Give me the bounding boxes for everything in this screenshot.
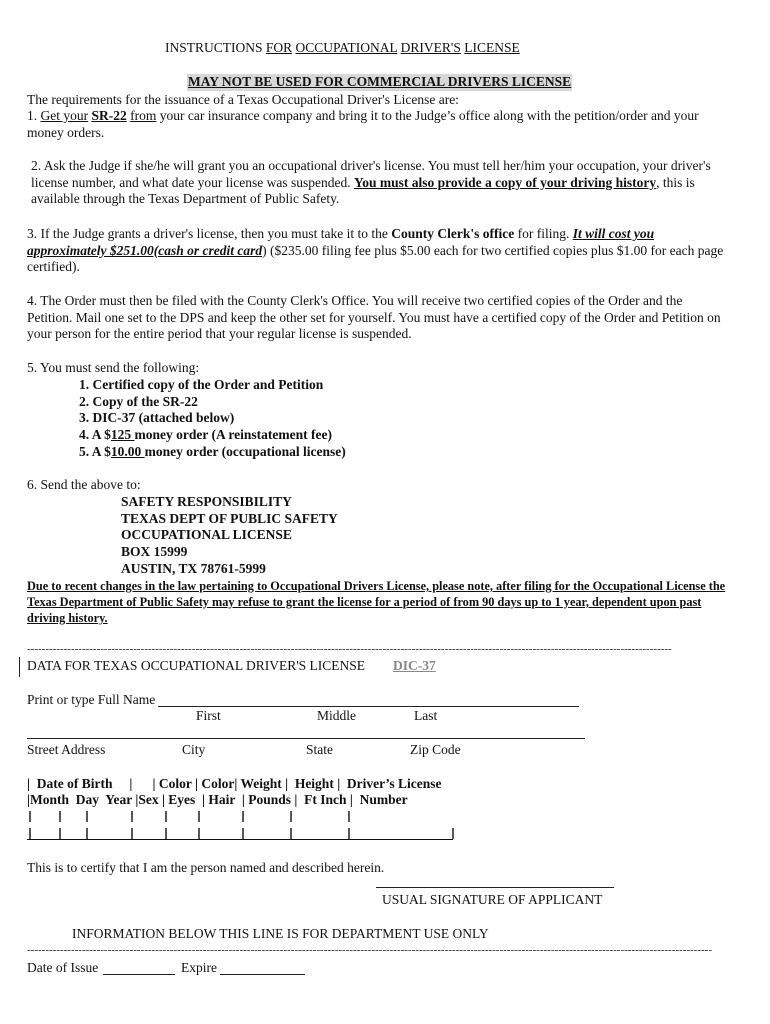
title-word: OCCUPATIONAL	[295, 40, 398, 55]
item-5-text: money order (occupational license)	[144, 444, 346, 459]
title-word: INSTRUCTIONS	[165, 40, 263, 55]
table-header-row-2: |Month Day Year |Sex | Eyes | Hair | Pounds | Ft Inch | Number	[27, 792, 408, 807]
date-of-issue-field[interactable]	[103, 960, 175, 975]
certify-text: This is to certify that I am the person named and described herein.	[27, 860, 385, 875]
item-5-prefix: 5. A $	[79, 444, 111, 459]
step-1	[27, 108, 727, 141]
form-code: DIC-37	[393, 658, 436, 673]
driving-history-emphasis: You must also provide a copy of your driving history	[354, 174, 657, 190]
address-line: AUSTIN, TX 78761-5999	[121, 561, 266, 576]
for-filing-text: for filing.	[514, 226, 573, 241]
item-4-prefix: 4. A $	[79, 427, 111, 442]
street-label: Street Address	[27, 742, 106, 757]
zip-label: Zip Code	[410, 742, 461, 757]
list-item: 3. DIC-37 (attached below)	[79, 410, 235, 425]
address-line: BOX 15999	[121, 544, 188, 559]
step-1-rest: your car insurance company and bring it to the Judge’s office along with the petition/order and your money orders.	[27, 108, 699, 140]
step-2-tail: , this is available through the Texas Department of Public Safety.	[31, 174, 695, 207]
step-3-tail: ) ($235.00 filing fee plus $5.00 each for two certified copies plus $1.00 for each page certified).	[27, 242, 724, 275]
item-5-amount: 10.00	[110, 444, 145, 459]
dashed-divider: -------------------------------------------------------------------------------------------------------------------------------------------------------------------------------------------	[27, 944, 712, 956]
title-word: LICENSE	[464, 40, 520, 55]
signature-line[interactable]	[376, 887, 614, 888]
county-clerk-text: County Clerk's office	[391, 226, 515, 241]
step-6-intro: 6. Send the above to:	[27, 477, 141, 492]
intro-text: The requirements for the issuance of a Texas Occupational Driver's License are:	[27, 92, 459, 107]
dashed-divider: --------------------------------------------------------------------------------------------------------------------------------------------------------------------------------	[27, 643, 672, 655]
sr22-text: SR-22	[91, 108, 127, 123]
last-label: Last	[414, 708, 438, 723]
form-title: DATA FOR TEXAS OCCUPATIONAL DRIVER'S LICENSE	[27, 658, 366, 673]
title-word: FOR	[265, 40, 293, 55]
middle-label: Middle	[317, 708, 356, 723]
step-2	[31, 158, 731, 208]
state-label: State	[306, 742, 333, 757]
step-3	[27, 226, 727, 276]
full-name-line[interactable]	[158, 692, 579, 707]
list-item	[79, 427, 332, 444]
step-4: 4. The Order must then be filed with the County Clerk's Office. You will receive two certified copies of the Order and the Petition. Mail one set to the DPS and keep the other set for yourself. You must have a certified copy of the Order and Petition on your person for the entire period that your regular license is suspended.	[27, 293, 721, 342]
step-2-text: 2. Ask the Judge if she/he will grant you an occupational driver's license. You must tell her/him your occupation, your driver's license number, and what date your license was suspended.	[31, 158, 711, 190]
signature-label: USUAL SIGNATURE OF APPLICANT	[382, 892, 603, 907]
address-line: OCCUPATIONAL LICENSE	[121, 527, 292, 542]
address-line: SAFETY RESPONSIBILITY	[121, 494, 292, 509]
address-line: TEXAS DEPT OF PUBLIC SAFETY	[121, 511, 338, 526]
city-label: City	[182, 742, 206, 757]
legal-notice: Due to recent changes in the law pertaining to Occupational Drivers License, please note, after filing for the Occupational License the Texas Department of Public Safety may refuse to grant the license for a period of from 90 days up to 1 year, dependent upon past driving history.	[27, 579, 726, 625]
list-item: 2. Copy of the SR-22	[79, 394, 198, 409]
table-header-row-1: | Date of Birth | | Color | Color| Weight | Height | Driver’s License	[27, 776, 442, 791]
date-of-issue-label: Date of Issue	[27, 960, 99, 975]
full-name-label: Print or type Full Name	[27, 692, 156, 707]
step-3-text: 3. If the Judge grants a driver's license, then you must take it to the	[27, 226, 392, 241]
list-item	[79, 444, 346, 461]
address-line-field[interactable]	[27, 724, 585, 739]
item-4-text: money order (A reinstatement fee)	[134, 427, 332, 442]
cost-emphasis: It will cost you approximately $251.00(cash or credit card	[27, 226, 655, 258]
list-item: 1. Certified copy of the Order and Petition	[79, 377, 324, 392]
expire-label: Expire	[181, 960, 217, 975]
from-text: from	[130, 108, 157, 123]
data-table-cells[interactable]	[27, 808, 467, 842]
title-word: DRIVER'S	[400, 40, 461, 55]
commercial-warning: MAY NOT BE USED FOR COMMERCIAL DRIVERS LICENSE	[188, 74, 572, 89]
item-4-amount: 125	[110, 427, 135, 442]
first-label: First	[196, 708, 221, 723]
text-cursor	[19, 657, 20, 677]
step-5-intro: 5. You must send the following:	[27, 360, 200, 375]
document-title	[165, 40, 520, 57]
get-your-text: Get your	[40, 108, 89, 123]
department-use-heading: INFORMATION BELOW THIS LINE IS FOR DEPARTMENT USE ONLY	[72, 926, 489, 941]
expire-field[interactable]	[220, 960, 305, 975]
step-number: 1.	[27, 108, 41, 123]
